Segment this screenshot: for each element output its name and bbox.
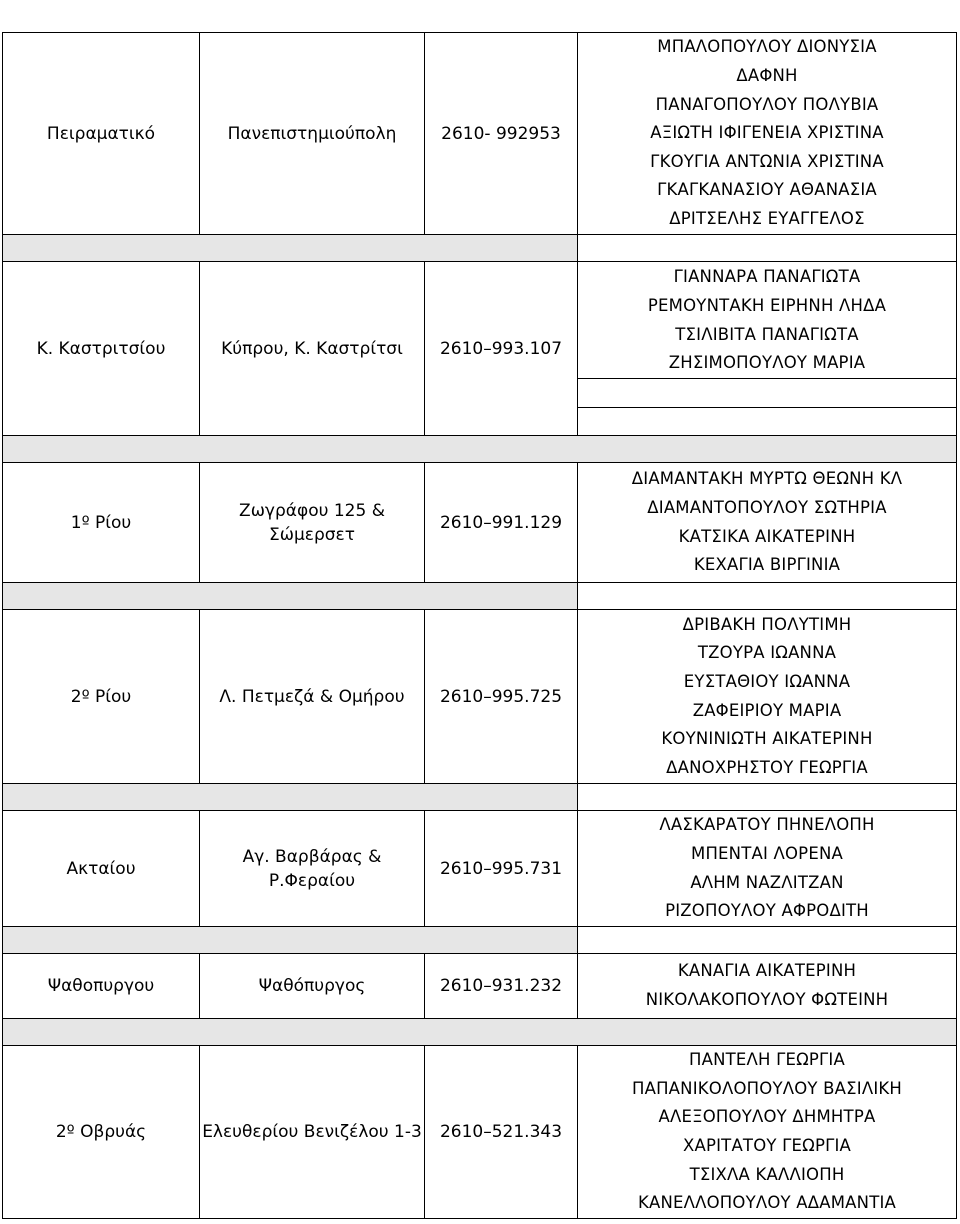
staff-name: ΔΡΙΒΑΚΗ ΠΟΛΥΤΙΜΗ [682,614,852,634]
phone-number: 2610–931.232 [425,954,578,1019]
staff-name: ΑΛΕΞΟΠΟΥΛΟΥ ΔΗΜΗΤΡΑ [658,1107,876,1127]
staff-name: ΠΑΝΤΕΛΗ ΓΕΩΡΓΙΑ [688,1050,845,1070]
staff-name: ΡΙΖΟΠΟΥΛΟΥ ΑΦΡΟΔΙΤΗ [665,901,869,921]
spacer-row [3,1019,957,1046]
spacer-cell [3,235,578,262]
phone-number: 2610–995.731 [425,811,578,927]
staff-name: ΓΚΑΓΚΑΝΑΣΙΟΥ ΑΘΑΝΑΣΙΑ [657,180,877,200]
staff-name: ΚΑΝΕΛΛΟΠΟΥΛΟΥ ΑΔΑΜΑΝΤΙΑ [637,1193,897,1213]
phone-number: 2610–991.129 [425,463,578,583]
staff-name: ΑΛΗΜ ΝΑΖΛΙΤΖΑΝ [690,872,844,892]
staff-list [578,463,957,583]
staff-name: ΔΙΑΜΑΝΤΑΚΗ ΜΥΡΤΩ ΘΕΩΝΗ ΚΛ [631,469,903,489]
staff-name: ΚΕΧΑΓΙΑ ΒΙΡΓΙΝΙΑ [693,555,841,575]
location-name: 2º Ρίου [3,610,200,784]
staff-name: ΕΥΣΤΑΘΙΟΥ ΙΩΑΝΝΑ [683,671,851,691]
spacer-cell [3,927,578,954]
spacer-cell [3,583,578,610]
table-row [3,262,957,436]
address: Αγ. Βαρβάρας & Ρ.Φεραίου [200,811,425,927]
empty-name-slot [578,378,956,407]
staff-name: ΛΑΣΚΑΡΑΤΟΥ ΠΗΝΕΛΟΠΗ [659,815,875,835]
empty-cell [578,235,957,262]
staff-name: ΤΖΟΥΡΑ ΙΩΑΝΝΑ [697,643,837,663]
staff-name: ΚΑΝΑΓΙΑ ΑΙΚΑΤΕΡΙΝΗ [677,961,857,981]
location-name: 1º Ρίου [3,463,200,583]
table-row [3,33,957,235]
staff-name: ΠΑΝΑΓΟΠΟΥΛΟΥ ΠΟΛΥΒΙΑ [655,94,879,114]
empty-name-slot [578,407,956,434]
phone-number: 2610–995.725 [425,610,578,784]
staff-name: ΠΑΠΑΝΙΚΟΛΟΠΟΥΛΟΥ ΒΑΣΙΛΙΚΗ [631,1078,903,1098]
staff-name: ΡΕΜΟΥΝΤΑΚΗ ΕΙΡΗΝΗ ΛΗΔΑ [647,295,887,315]
table-row [3,463,957,583]
staff-list [578,262,957,436]
spacer-row [3,436,957,463]
address: Πανεπιστημιούπολη [200,33,425,235]
staff-list [578,610,957,784]
staff-name: ΚΟΥΝΙΝΙΩΤΗ ΑΙΚΑΤΕΡΙΝΗ [661,729,873,749]
empty-cell [578,927,957,954]
table-row [3,1046,957,1219]
staff-name: ΑΞΙΩΤΗ ΙΦΙΓΕΝΕΙΑ ΧΡΙΣΤΙΝΑ [650,123,884,143]
location-name: Ακταίου [3,811,200,927]
staff-name: ΔΑΦΝΗ [736,66,798,86]
staff-name: ΔΑΝΟΧΡΗΣΤΟΥ ΓΕΩΡΓΙΑ [666,757,868,777]
address: Ελευθερίου Βενιζέλου 1-3 [200,1046,425,1219]
table-row [3,610,957,784]
phone-number: 2610- 992953 [425,33,578,235]
table-row [3,811,957,927]
empty-cell [578,583,957,610]
location-name: 2º Οβρυάς [3,1046,200,1219]
phone-number: 2610–521.343 [425,1046,578,1219]
location-name: Πειραματικό [3,33,200,235]
spacer-row [3,235,957,262]
staff-name: ΖΑΦΕΙΡΙΟΥ ΜΑΡΙΑ [692,700,842,720]
staff-list [578,954,957,1019]
staff-list [578,1046,957,1219]
staff-name: ΔΙΑΜΑΝΤΟΠΟΥΛΟΥ ΣΩΤΗΡΙΑ [647,497,887,517]
location-name: Ψαθοπυργου [3,954,200,1019]
staff-name: ΤΣΙΛΙΒΙΤΑ ΠΑΝΑΓΙΩΤΑ [675,324,859,344]
empty-cell [578,784,957,811]
spacer-cell [3,1019,957,1046]
staff-name: ΖΗΣΙΜΟΠΟΥΛΟΥ ΜΑΡΙΑ [668,353,866,373]
staff-list [578,33,957,235]
staff-name: ΜΠΑΛΟΠΟΥΛΟΥ ΔΙΟΝΥΣΙΑ [657,37,877,57]
spacer-row [3,583,957,610]
staff-name: ΜΠΕΝΤΑΙ ΛΟΡΕΝΑ [691,843,843,863]
directory-table [2,32,957,1219]
staff-name: ΝΙΚΟΛΑΚΟΠΟΥΛΟΥ ΦΩΤΕΙΝΗ [645,990,889,1009]
staff-name: ΔΡΙΤΣΕΛΗΣ ΕΥΑΓΓΕΛΟΣ [669,208,865,228]
address: Ζωγράφου 125 & Σώμερσετ [200,463,425,583]
table-row [3,954,957,1019]
staff-list [578,811,957,927]
spacer-row [3,784,957,811]
address: Κύπρου, Κ. Καστρίτσι [200,262,425,436]
phone-number: 2610–993.107 [425,262,578,436]
address: Ψαθόπυργος [200,954,425,1019]
staff-name: ΤΣΙΧΛΑ ΚΑΛΛΙΟΠΗ [689,1164,845,1184]
staff-name: ΓΙΑΝΝΑΡΑ ΠΑΝΑΓΙΩΤΑ [673,267,861,287]
spacer-cell [3,784,578,811]
staff-name: ΧΑΡΙΤΑΤΟΥ ΓΕΩΡΓΙΑ [682,1136,852,1155]
staff-name: ΓΚΟΥΓΙΑ ΑΝΤΩΝΙΑ ΧΡΙΣΤΙΝΑ [650,151,884,171]
spacer-row [3,927,957,954]
spacer-cell [3,436,957,463]
staff-name: ΚΑΤΣΙΚΑ ΑΙΚΑΤΕΡΙΝΗ [678,526,856,546]
address: Λ. Πετμεζά & Ομήρου [200,610,425,784]
location-name: Κ. Καστριτσίου [3,262,200,436]
